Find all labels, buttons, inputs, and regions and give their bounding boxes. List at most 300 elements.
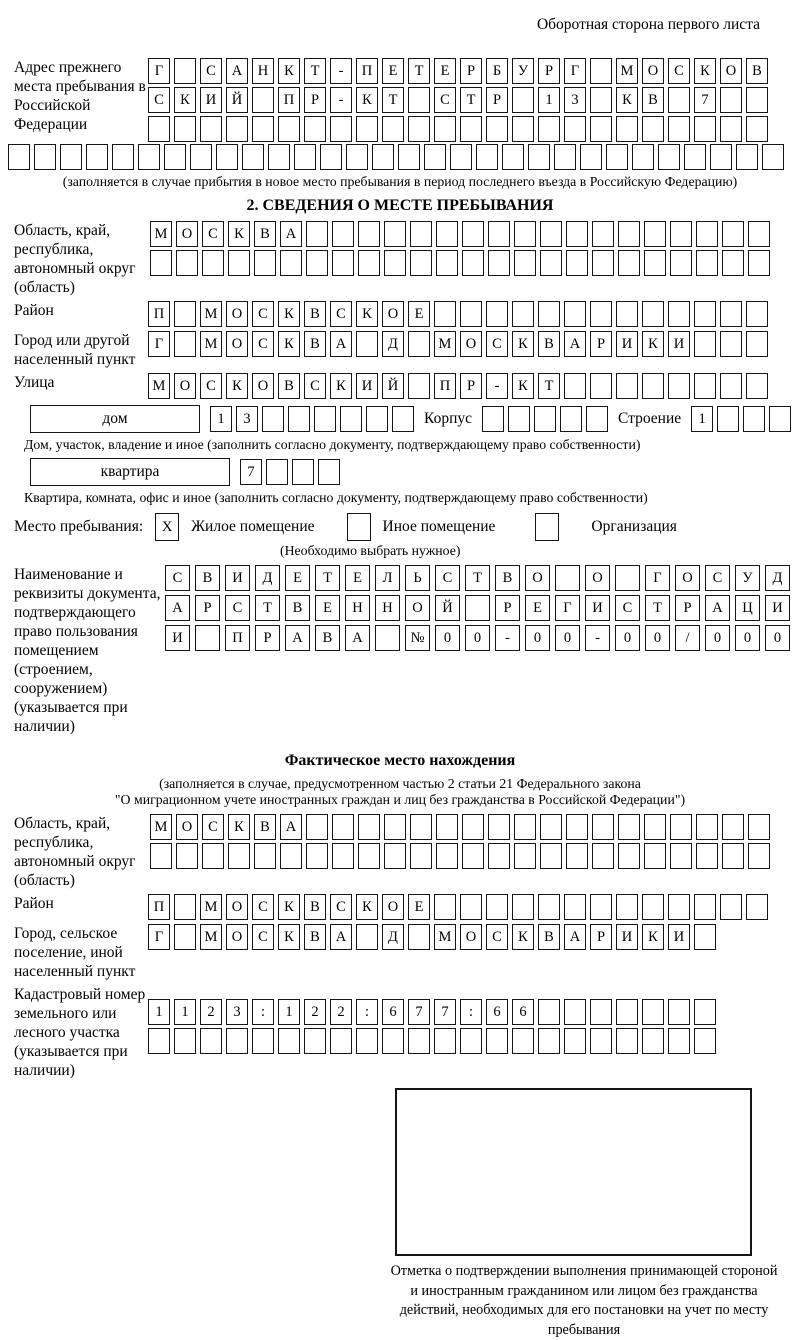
char-cell: [436, 814, 458, 840]
char-cell: [174, 1028, 196, 1054]
char-cell: С: [486, 924, 508, 950]
char-cell: [642, 999, 664, 1025]
char-cell: [174, 301, 196, 327]
char-cell: [670, 814, 692, 840]
char-cell: [668, 1028, 690, 1054]
char-cell: 6: [382, 999, 404, 1025]
kadastr-label: Кадастровый номер земельного или лесного участка (указывается при наличии): [14, 986, 146, 1079]
char-cell: О: [642, 58, 664, 84]
char-cell: [564, 116, 586, 142]
char-cell: [410, 221, 432, 247]
char-cell: [384, 250, 406, 276]
char-cell: [228, 843, 250, 869]
char-cell: [460, 1028, 482, 1054]
char-cell: Р: [590, 331, 612, 357]
char-cell: [668, 116, 690, 142]
char-cell: -: [486, 373, 508, 399]
char-cell: [460, 116, 482, 142]
char-cell: Е: [345, 565, 370, 591]
char-cell: [356, 116, 378, 142]
char-cell: П: [148, 894, 170, 920]
char-cell: [150, 250, 172, 276]
char-cell: [642, 116, 664, 142]
char-cell: 0: [705, 625, 730, 651]
char-cell: А: [705, 595, 730, 621]
char-cell: [564, 894, 586, 920]
char-cell: [694, 301, 716, 327]
ulitsa-row: [148, 373, 768, 399]
stroenie-label: Строение: [618, 410, 682, 427]
char-cell: [566, 814, 588, 840]
char-cell: [202, 843, 224, 869]
char-cell: И: [225, 565, 250, 591]
char-cell: [408, 924, 430, 950]
char-cell: [174, 924, 196, 950]
char-cell: [538, 1028, 560, 1054]
char-cell: [564, 373, 586, 399]
char-cell: И: [668, 331, 690, 357]
oblast-row-2: [150, 250, 770, 276]
char-cell: 1: [691, 406, 713, 432]
char-cell: К: [228, 221, 250, 247]
char-cell: Д: [382, 924, 404, 950]
char-cell: :: [460, 999, 482, 1025]
char-cell: Е: [382, 58, 404, 84]
char-cell: [176, 250, 198, 276]
char-cell: [670, 843, 692, 869]
char-cell: [408, 116, 430, 142]
prev-address-row-2: [148, 87, 768, 113]
char-cell: С: [615, 595, 640, 621]
char-cell: [306, 221, 328, 247]
char-cell: К: [356, 894, 378, 920]
prev-address-row-4: [8, 144, 800, 170]
char-cell: [616, 1028, 638, 1054]
dom-line: [30, 405, 800, 433]
char-cell: П: [148, 301, 170, 327]
char-cell: [694, 1028, 716, 1054]
mesto-line: [14, 513, 800, 541]
char-cell: С: [252, 331, 274, 357]
fact-gorod-label: Город, сельское поселение, иной населенный пункт: [14, 925, 136, 980]
char-cell: [408, 1028, 430, 1054]
char-cell: Р: [460, 373, 482, 399]
char-cell: У: [512, 58, 534, 84]
dom-note: Дом, участок, владение и иное (заполнить согласно документу, подтверждающему право собственности): [24, 437, 641, 452]
char-cell: М: [200, 894, 222, 920]
char-cell: К: [642, 331, 664, 357]
char-cell: [606, 144, 628, 170]
char-cell: О: [525, 565, 550, 591]
char-cell: С: [200, 373, 222, 399]
char-cell: [358, 843, 380, 869]
fact-oblast-row-1: [150, 814, 770, 840]
char-cell: [332, 814, 354, 840]
char-cell: [592, 843, 614, 869]
char-cell: [488, 843, 510, 869]
char-cell: [408, 373, 430, 399]
char-cell: [460, 301, 482, 327]
char-cell: [586, 406, 608, 432]
char-cell: К: [278, 331, 300, 357]
char-cell: [514, 221, 536, 247]
char-cell: В: [315, 625, 340, 651]
char-cell: [696, 221, 718, 247]
char-cell: [769, 406, 791, 432]
char-cell: С: [200, 58, 222, 84]
char-cell: [618, 814, 640, 840]
char-cell: [538, 999, 560, 1025]
char-cell: С: [252, 924, 274, 950]
kvartira-note: Квартира, комната, офис и иное (заполнить согласно документу, подтверждающему право собственности): [24, 490, 648, 505]
char-cell: [384, 814, 406, 840]
char-cell: [748, 843, 770, 869]
char-cell: [644, 843, 666, 869]
prev-address-label: Адрес прежнего места пребывания в Российской Федерации: [14, 59, 146, 133]
char-cell: [366, 406, 388, 432]
char-cell: С: [486, 331, 508, 357]
char-cell: [540, 843, 562, 869]
char-cell: М: [200, 924, 222, 950]
char-cell: А: [345, 625, 370, 651]
char-cell: С: [225, 595, 250, 621]
char-cell: 7: [408, 999, 430, 1025]
char-cell: [590, 1028, 612, 1054]
fact-oblast-label: Область, край, республика, автономный округ (область): [14, 815, 136, 889]
char-cell: [514, 250, 536, 276]
stroenie-cells: [691, 406, 791, 432]
char-cell: [528, 144, 550, 170]
char-cell: Г: [645, 565, 670, 591]
char-cell: [486, 301, 508, 327]
char-cell: О: [585, 565, 610, 591]
char-cell: [502, 144, 524, 170]
char-cell: [330, 1028, 352, 1054]
char-cell: 2: [200, 999, 222, 1025]
char-cell: [436, 250, 458, 276]
char-cell: [384, 843, 406, 869]
char-cell: В: [304, 894, 326, 920]
char-cell: [644, 221, 666, 247]
doc-row-3: [165, 625, 790, 651]
prev-address-row-1: [148, 58, 768, 84]
char-cell: [486, 894, 508, 920]
char-cell: [268, 144, 290, 170]
char-cell: [242, 144, 264, 170]
char-cell: [762, 144, 784, 170]
char-cell: 0: [555, 625, 580, 651]
char-cell: О: [176, 814, 198, 840]
char-cell: [590, 999, 612, 1025]
char-cell: 0: [465, 625, 490, 651]
char-cell: Й: [226, 87, 248, 113]
char-cell: 3: [564, 87, 586, 113]
char-cell: №: [405, 625, 430, 651]
char-cell: [356, 924, 378, 950]
char-cell: -: [330, 58, 352, 84]
char-cell: Н: [252, 58, 274, 84]
kadastr-row-2: [148, 1028, 716, 1054]
char-cell: [694, 894, 716, 920]
char-cell: М: [200, 301, 222, 327]
char-cell: М: [616, 58, 638, 84]
char-cell: [616, 373, 638, 399]
char-cell: [200, 116, 222, 142]
char-cell: [514, 843, 536, 869]
char-cell: В: [304, 301, 326, 327]
char-cell: [564, 1028, 586, 1054]
char-cell: [314, 406, 336, 432]
oblast-rows: [150, 221, 770, 276]
char-cell: Н: [375, 595, 400, 621]
char-cell: [746, 373, 768, 399]
fact-oblast-row-2: [150, 843, 770, 869]
char-cell: Т: [382, 87, 404, 113]
char-cell: [696, 814, 718, 840]
kvartira-cells: [240, 459, 340, 485]
char-cell: И: [668, 924, 690, 950]
char-cell: [292, 459, 314, 485]
char-cell: В: [254, 814, 276, 840]
char-cell: [534, 406, 556, 432]
char-cell: [410, 250, 432, 276]
char-cell: [710, 144, 732, 170]
prev-address-note: (заполняется в случае прибытия в новое место пребывания в период последнего въезда в Российскую Федерацию): [62, 174, 738, 189]
char-cell: М: [434, 331, 456, 357]
kadastr-rows: [148, 999, 716, 1054]
char-cell: [592, 250, 614, 276]
char-cell: О: [460, 331, 482, 357]
char-cell: [590, 894, 612, 920]
char-cell: Г: [148, 924, 170, 950]
prev-address-block: [0, 58, 800, 142]
char-cell: К: [616, 87, 638, 113]
doc-label: Наименование и реквизиты документа, подтверждающего право пользования помещением (строением, сооружением) (указывается при наличии): [14, 566, 161, 735]
char-cell: [684, 144, 706, 170]
korpus-cells: [482, 406, 608, 432]
char-cell: [434, 301, 456, 327]
char-cell: К: [278, 894, 300, 920]
char-cell: Е: [525, 595, 550, 621]
char-cell: М: [148, 373, 170, 399]
char-cell: [60, 144, 82, 170]
char-cell: [424, 144, 446, 170]
char-cell: 2: [330, 999, 352, 1025]
char-cell: [462, 221, 484, 247]
char-cell: [644, 814, 666, 840]
char-cell: [748, 221, 770, 247]
char-cell: В: [278, 373, 300, 399]
mesto-option-zhiloe: Жилое помещение: [191, 518, 315, 535]
char-cell: С: [165, 565, 190, 591]
char-cell: [112, 144, 134, 170]
char-cell: 0: [735, 625, 760, 651]
section2-title: 2. СВЕДЕНИЯ О МЕСТЕ ПРЕБЫВАНИЯ: [246, 197, 554, 214]
char-cell: [176, 843, 198, 869]
raion-block: [0, 301, 800, 327]
char-cell: О: [405, 595, 430, 621]
char-cell: И: [356, 373, 378, 399]
dom-cells: [210, 406, 414, 432]
char-cell: 1: [538, 87, 560, 113]
char-cell: Н: [345, 595, 370, 621]
char-cell: Т: [255, 595, 280, 621]
stamp-box: [395, 1088, 752, 1256]
char-cell: [174, 331, 196, 357]
fact-raion-label: Район: [14, 895, 54, 912]
char-cell: 1: [210, 406, 232, 432]
char-cell: [694, 331, 716, 357]
char-cell: [332, 221, 354, 247]
char-cell: [358, 814, 380, 840]
char-cell: [566, 250, 588, 276]
char-cell: О: [176, 221, 198, 247]
char-cell: 6: [486, 999, 508, 1025]
doc-row-1: [165, 565, 790, 591]
char-cell: [254, 843, 276, 869]
char-cell: [450, 144, 472, 170]
char-cell: О: [252, 373, 274, 399]
char-cell: [592, 221, 614, 247]
char-cell: [358, 221, 380, 247]
char-cell: Т: [304, 58, 326, 84]
char-cell: К: [356, 301, 378, 327]
char-cell: [202, 250, 224, 276]
char-cell: [356, 1028, 378, 1054]
char-cell: [564, 999, 586, 1025]
char-cell: О: [226, 301, 248, 327]
char-cell: И: [165, 625, 190, 651]
char-cell: [434, 894, 456, 920]
char-cell: [148, 1028, 170, 1054]
char-cell: К: [642, 924, 664, 950]
char-cell: Г: [555, 595, 580, 621]
char-cell: [280, 843, 302, 869]
char-cell: [668, 894, 690, 920]
fact-note-2: "О миграционном учете иностранных граждан и лиц без гражданства в Российской Федерации"): [114, 792, 686, 807]
char-cell: Р: [675, 595, 700, 621]
dom-box: дом: [30, 405, 200, 433]
char-cell: [616, 301, 638, 327]
char-cell: [580, 144, 602, 170]
char-cell: [616, 894, 638, 920]
char-cell: М: [150, 814, 172, 840]
char-cell: [174, 116, 196, 142]
kadastr-row-1: [148, 999, 716, 1025]
char-cell: [460, 894, 482, 920]
char-cell: О: [226, 924, 248, 950]
char-cell: [720, 894, 742, 920]
char-cell: [722, 250, 744, 276]
char-cell: 7: [434, 999, 456, 1025]
char-cell: 0: [765, 625, 790, 651]
korpus-label: Корпус: [424, 410, 472, 427]
char-cell: 1: [174, 999, 196, 1025]
char-cell: К: [330, 373, 352, 399]
char-cell: К: [228, 814, 250, 840]
char-cell: О: [382, 894, 404, 920]
char-cell: [382, 1028, 404, 1054]
char-cell: [332, 843, 354, 869]
char-cell: А: [280, 814, 302, 840]
char-cell: С: [705, 565, 730, 591]
char-cell: -: [330, 87, 352, 113]
char-cell: [332, 250, 354, 276]
char-cell: [668, 999, 690, 1025]
char-cell: [632, 144, 654, 170]
mesto-label: Место пребывания:: [14, 518, 144, 535]
char-cell: А: [226, 58, 248, 84]
char-cell: [340, 406, 362, 432]
char-cell: [670, 221, 692, 247]
fact-title: Фактическое место нахождения: [284, 752, 516, 769]
char-cell: [512, 301, 534, 327]
char-cell: Е: [285, 565, 310, 591]
char-cell: [278, 1028, 300, 1054]
char-cell: Е: [315, 595, 340, 621]
char-cell: К: [278, 924, 300, 950]
char-cell: В: [304, 924, 326, 950]
char-cell: [514, 814, 536, 840]
char-cell: Д: [765, 565, 790, 591]
char-cell: [696, 250, 718, 276]
char-cell: Р: [486, 87, 508, 113]
char-cell: [590, 373, 612, 399]
char-cell: С: [202, 814, 224, 840]
char-cell: [748, 814, 770, 840]
char-cell: [486, 116, 508, 142]
char-cell: [746, 331, 768, 357]
char-cell: Р: [538, 58, 560, 84]
char-cell: Р: [195, 595, 220, 621]
char-cell: И: [616, 924, 638, 950]
char-cell: [486, 1028, 508, 1054]
char-cell: [462, 843, 484, 869]
char-cell: М: [434, 924, 456, 950]
char-cell: С: [668, 58, 690, 84]
char-cell: Д: [382, 331, 404, 357]
fact-gorod-block: [0, 924, 800, 981]
char-cell: [717, 406, 739, 432]
gorod-label: Город или другой населенный пункт: [14, 332, 136, 368]
char-cell: [226, 1028, 248, 1054]
char-cell: [736, 144, 758, 170]
char-cell: С: [434, 87, 456, 113]
char-cell: К: [226, 373, 248, 399]
char-cell: Р: [590, 924, 612, 950]
kvartira-box: квартира: [30, 458, 230, 486]
char-cell: [658, 144, 680, 170]
char-cell: [616, 999, 638, 1025]
char-cell: [618, 221, 640, 247]
char-cell: [590, 58, 612, 84]
char-cell: [408, 87, 430, 113]
char-cell: [560, 406, 582, 432]
fact-note-1: (заполняется в случае, предусмотренном частью 2 статьи 21 Федерального закона: [159, 776, 641, 791]
char-cell: -: [495, 625, 520, 651]
char-cell: [254, 250, 276, 276]
fact-raion-row: [148, 894, 768, 920]
char-cell: [190, 144, 212, 170]
char-cell: М: [150, 221, 172, 247]
char-cell: [722, 843, 744, 869]
oblast-label: Область, край, республика, автономный округ (область): [14, 222, 136, 296]
char-cell: И: [200, 87, 222, 113]
char-cell: [642, 1028, 664, 1054]
char-cell: И: [616, 331, 638, 357]
char-cell: [540, 814, 562, 840]
char-cell: А: [564, 331, 586, 357]
